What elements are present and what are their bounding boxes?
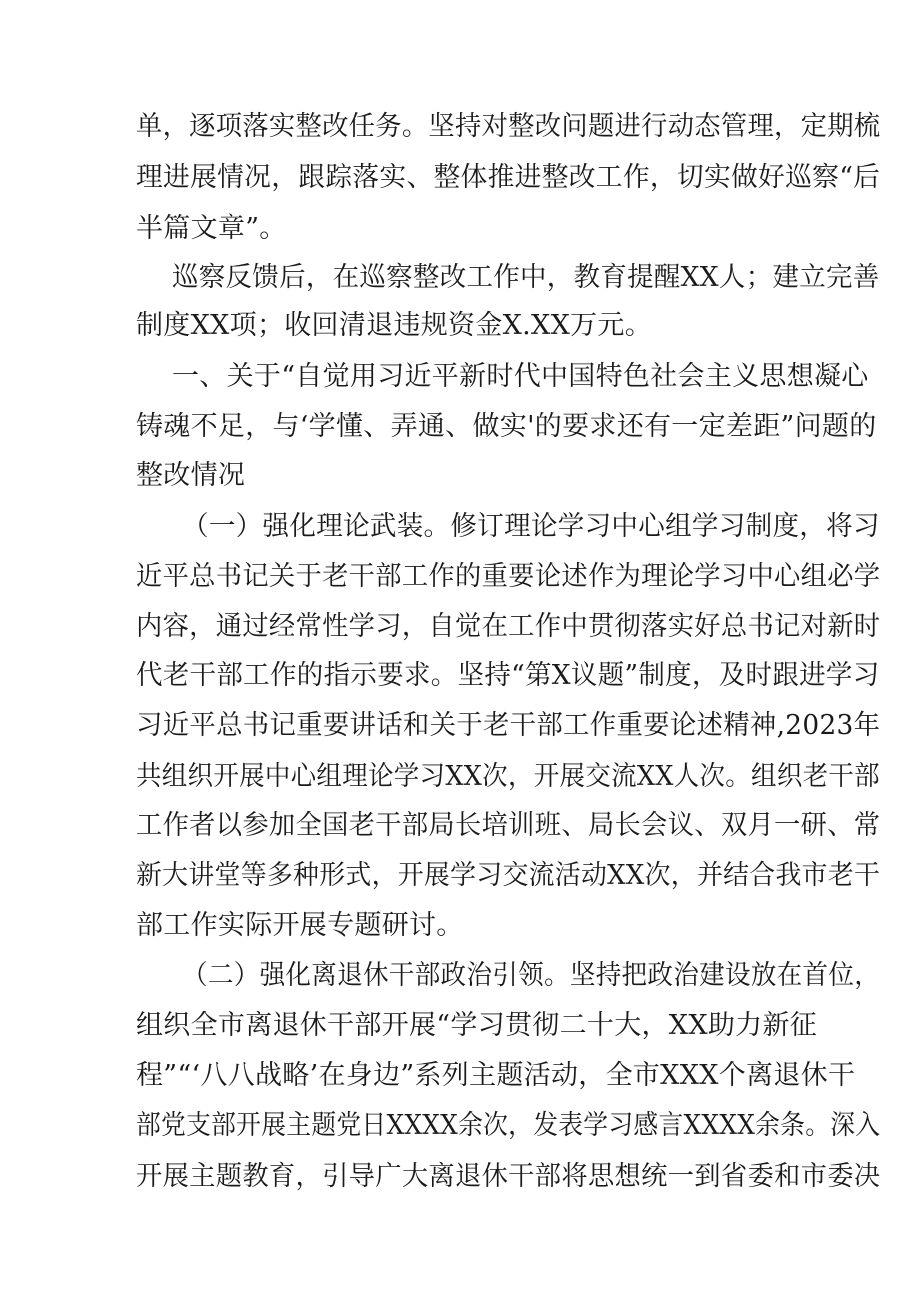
text-line: 代老干部工作的指示要求。坚持“第X议题”制度，及时跟进学习 <box>136 660 880 691</box>
text-line: 部工作实际开展专题研讨。 <box>136 910 464 941</box>
text-line: 程”“‘八八战略’在身边”系列主题活动，全市XXX个离退休干 <box>136 1060 856 1091</box>
section-heading-line: 整改情况 <box>136 460 246 491</box>
text-line: 开展主题教育，引导广大离退休干部将思想统一到省委和市委决 <box>136 1161 881 1192</box>
paragraph-first-line: （二）强化离退休干部政治引领。坚持把政治建设放在首位， <box>182 960 881 991</box>
text-line: 理进展情况，跟踪落实、整体推进整改工作，切实做好巡察“后 <box>136 162 881 193</box>
text-line: 半篇文章”。 <box>136 213 287 244</box>
paragraph-first-line: 巡察反馈后，在巡察整改工作中，教育提醒XX人；建立完善 <box>172 262 880 293</box>
text-line: 新大讲堂等多种形式，开展学习交流活动XX次，并结合我市老干 <box>136 860 881 891</box>
section-heading-line: 铸魂不足，与‘学懂、弄通、做实'的要求还有一定差距”问题的 <box>136 411 877 442</box>
section-heading-line: 一、关于“自觉用习近平新时代中国特色社会主义思想凝心 <box>172 361 869 392</box>
text-line: 共组织开展中心组理论学习XX次，开展交流XX人次。组织老干部 <box>136 761 880 792</box>
text-line: 单，逐项落实整改任务。坚持对整改问题进行动态管理，定期梳 <box>136 111 881 142</box>
paragraph-first-line: （一）强化理论武装。修订理论学习中心组学习制度，将习 <box>182 511 880 542</box>
text-line: 近平总书记关于老干部工作的重要论述作为理论学习中心组必学 <box>136 561 881 592</box>
text-line: 内容，通过经常性学习，自觉在工作中贯彻落实好总书记对新时 <box>136 611 881 642</box>
text-line: 部党支部开展主题党日XXXX余次，发表学习感言XXXX余条。深入 <box>136 1110 881 1141</box>
text-line: 组织全市离退休干部开展“学习贯彻二十大，XX助力新征 <box>136 1010 818 1041</box>
text-line: 工作者以参加全国老干部局长培训班、局长会议、双月一研、常 <box>136 810 881 841</box>
text-line: 习近平总书记重要讲话和关于老干部工作重要论述精神,2023年 <box>136 710 881 741</box>
text-line: 制度XX项；收回清退违规资金X.XX万元。 <box>136 310 652 341</box>
